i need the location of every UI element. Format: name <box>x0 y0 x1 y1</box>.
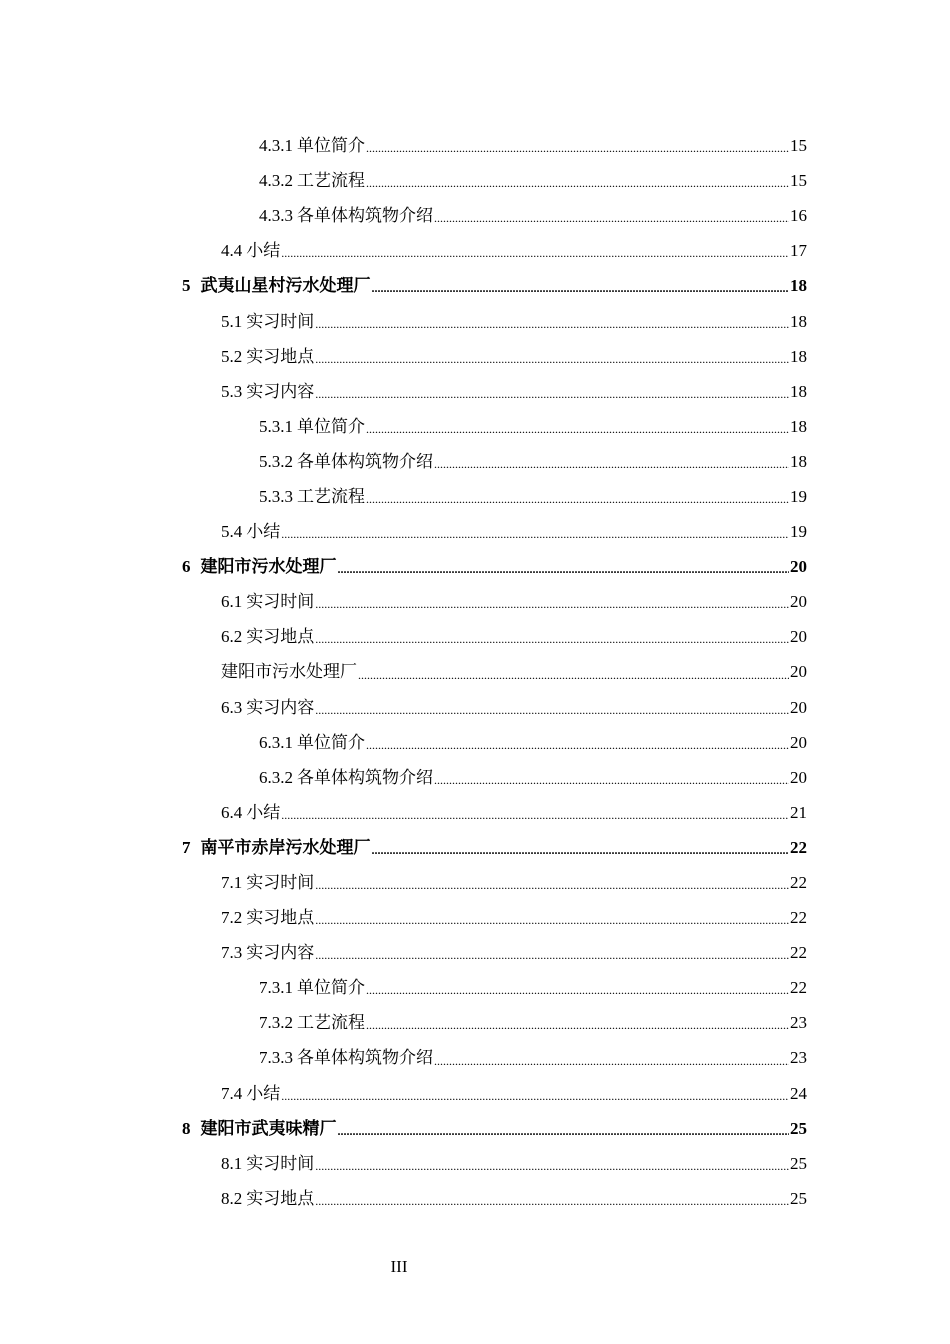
toc-entry-label: 实习地点 <box>246 346 315 366</box>
dot-leader <box>281 528 789 549</box>
toc-entry-page: 20 <box>790 767 807 787</box>
toc-entry-title <box>221 909 314 926</box>
toc-entry[interactable] <box>0 725 950 760</box>
toc-entry-label: 建阳市污水处理厂 <box>221 662 357 682</box>
toc-entry-number: 6.3.1 <box>259 732 293 752</box>
toc-entry-title <box>182 1120 337 1137</box>
toc-entry-title <box>221 313 314 330</box>
toc-entry-page: 19 <box>790 486 807 506</box>
toc-entry-title <box>221 804 280 821</box>
toc-entry-page: 18 <box>790 311 807 331</box>
dot-leader <box>338 1125 790 1146</box>
toc-entry[interactable] <box>0 795 950 830</box>
toc-entry-number: 8.1 <box>221 1153 243 1173</box>
toc-entry-number: 6 <box>182 557 191 577</box>
dot-leader <box>315 949 789 970</box>
toc-entry-title <box>221 593 314 610</box>
toc-entry[interactable] <box>0 619 950 654</box>
toc-entry-number: 5.2 <box>221 346 243 366</box>
toc-entry-number: 5.1 <box>221 311 243 331</box>
dot-leader <box>366 142 789 163</box>
toc-entry-page: 18 <box>790 276 807 296</box>
toc-entry-page: 16 <box>790 206 807 226</box>
toc-entry[interactable] <box>0 1040 950 1075</box>
toc-entry[interactable] <box>0 865 950 900</box>
toc-entry-page: 21 <box>790 802 807 822</box>
toc-entry-label: 工艺流程 <box>297 486 365 506</box>
toc-entry[interactable] <box>0 233 950 268</box>
dot-leader <box>366 739 789 760</box>
dot-leader <box>358 669 789 690</box>
toc-entry-page: 25 <box>790 1188 807 1208</box>
toc-entry-page: 20 <box>790 697 807 717</box>
toc-entry-label: 实习地点 <box>246 627 315 647</box>
toc-entry-label: 工艺流程 <box>297 171 365 191</box>
toc-entry[interactable] <box>0 1181 950 1216</box>
toc-entry-page: 22 <box>790 943 807 963</box>
toc-entry-page: 17 <box>790 241 807 261</box>
toc-entry-page: 20 <box>790 627 807 647</box>
toc-entry-page: 24 <box>790 1083 807 1103</box>
toc-entry-label: 实习时间 <box>246 592 315 612</box>
toc-entry[interactable] <box>0 163 950 198</box>
toc-entry-title <box>259 1049 433 1066</box>
dot-leader <box>366 493 789 514</box>
dot-leader <box>315 1195 789 1216</box>
toc-entry-number: 4.3.3 <box>259 206 293 226</box>
toc-entry-title <box>221 874 314 891</box>
toc-entry-title <box>259 137 365 154</box>
dot-leader <box>315 388 789 409</box>
toc-entry-number: 6.1 <box>221 592 243 612</box>
toc-entry-number: 5.3.2 <box>259 451 293 471</box>
toc-entry-title <box>259 734 365 751</box>
toc-entry-title <box>221 628 314 645</box>
toc-entry-number: 7.3 <box>221 943 243 963</box>
toc-entry-label: 建阳市武夷味精厂 <box>200 1118 337 1138</box>
toc-entry-label: 实习内容 <box>246 697 315 717</box>
toc-entry[interactable] <box>0 549 950 584</box>
toc-entry-number: 6.2 <box>221 627 243 647</box>
toc-entry[interactable] <box>0 339 950 374</box>
toc-entry-label: 武夷山星村污水处理厂 <box>200 276 371 296</box>
toc-entry-title <box>259 453 433 470</box>
toc-entry-title <box>221 699 314 716</box>
toc-entry-page: 22 <box>790 837 807 857</box>
toc-entry-page: 19 <box>790 522 807 542</box>
toc-entry[interactable] <box>0 514 950 549</box>
toc-entry-page: 18 <box>790 451 807 471</box>
toc-entry[interactable] <box>0 1111 950 1146</box>
toc-entry[interactable] <box>0 1076 950 1111</box>
toc-entry-label: 小结 <box>246 241 281 261</box>
dot-leader <box>315 704 789 725</box>
toc-entry-number: 7 <box>182 837 191 857</box>
dot-leader <box>281 809 789 830</box>
toc-entry-label: 各单体构筑物介绍 <box>297 1048 433 1068</box>
toc-entry-number: 7.3.1 <box>259 978 293 998</box>
toc-entry-number: 7.4 <box>221 1083 243 1103</box>
toc-entry-title <box>259 979 365 996</box>
toc-entry-title <box>221 1190 314 1207</box>
toc-entry-number: 5.3.1 <box>259 416 293 436</box>
dot-leader <box>372 844 790 865</box>
toc-entry-page: 20 <box>790 732 807 752</box>
dot-leader <box>366 1019 789 1040</box>
toc-entry-title <box>259 1014 365 1031</box>
toc-entry-label: 各单体构筑物介绍 <box>297 451 433 471</box>
toc-entry[interactable] <box>0 1146 950 1181</box>
toc-entry-label: 实习内容 <box>246 381 315 401</box>
dot-leader <box>315 914 789 935</box>
toc-entry-page: 15 <box>790 136 807 156</box>
toc-entry-number: 7.3.2 <box>259 1013 293 1033</box>
toc-entry-title <box>259 207 433 224</box>
toc-entry-title <box>259 488 365 505</box>
toc-entry-label: 单位简介 <box>297 732 365 752</box>
toc-entry-page: 25 <box>790 1153 807 1173</box>
toc-entry-page: 22 <box>790 908 807 928</box>
toc-entry-label: 工艺流程 <box>297 1013 365 1033</box>
toc-entry-number: 5.3.3 <box>259 486 293 506</box>
toc-entry-title <box>259 172 365 189</box>
dot-leader <box>434 212 789 233</box>
toc-entry-number: 8.2 <box>221 1188 243 1208</box>
toc-entry-title <box>221 663 357 680</box>
toc-entry-label: 小结 <box>246 802 281 822</box>
dot-leader <box>366 423 789 444</box>
toc-entry[interactable] <box>0 830 950 865</box>
toc-entry-page: 18 <box>790 346 807 366</box>
toc-entry-label: 南平市赤岸污水处理厂 <box>200 837 371 857</box>
dot-leader <box>366 984 789 1005</box>
toc-entry-label: 小结 <box>246 522 281 542</box>
toc-entry-page: 20 <box>790 557 807 577</box>
toc-entry-title <box>221 1155 314 1172</box>
toc-entry-number: 4.4 <box>221 241 243 261</box>
toc-entry-title <box>221 383 314 400</box>
toc-entry-title <box>221 242 280 259</box>
dot-leader <box>315 633 789 654</box>
toc-entry-number: 4.3.1 <box>259 136 293 156</box>
toc-entry-number: 5.3 <box>221 381 243 401</box>
toc-entry-page: 22 <box>790 873 807 893</box>
toc-entry[interactable] <box>0 409 950 444</box>
toc-entry-page: 18 <box>790 416 807 436</box>
toc-entry-number: 6.4 <box>221 802 243 822</box>
toc-entry[interactable] <box>0 1005 950 1040</box>
toc-entry-number: 7.2 <box>221 908 243 928</box>
toc-entry[interactable] <box>0 303 950 338</box>
toc-entry-number: 5 <box>182 276 191 296</box>
toc-entry[interactable] <box>0 654 950 689</box>
toc-entry-page: 23 <box>790 1013 807 1033</box>
toc-entry-title <box>221 944 314 961</box>
toc-entry-page: 25 <box>790 1118 807 1138</box>
toc-entry[interactable] <box>0 935 950 970</box>
toc-entry-label: 实习时间 <box>246 1153 315 1173</box>
toc-entry-label: 各单体构筑物介绍 <box>297 206 433 226</box>
toc-entry-title <box>182 277 371 294</box>
toc-entry-page: 15 <box>790 171 807 191</box>
toc-entry[interactable] <box>0 268 950 303</box>
dot-leader <box>281 247 789 268</box>
toc-entry-label: 实习地点 <box>246 1188 315 1208</box>
toc-entry-title <box>221 523 280 540</box>
toc-entry[interactable] <box>0 760 950 795</box>
toc-entry-number: 7.1 <box>221 873 243 893</box>
toc-entry[interactable] <box>0 479 950 514</box>
toc-entry-label: 实习时间 <box>246 873 315 893</box>
dot-leader <box>315 598 789 619</box>
dot-leader <box>281 1090 789 1111</box>
toc-entry-label: 单位简介 <box>297 978 365 998</box>
toc-entry-page: 20 <box>790 662 807 682</box>
toc-entry-number: 6.3 <box>221 697 243 717</box>
toc-entry[interactable] <box>0 690 950 725</box>
dot-leader <box>315 879 789 900</box>
toc-entry[interactable] <box>0 970 950 1005</box>
toc-entry-label: 实习地点 <box>246 908 315 928</box>
table-of-contents <box>0 128 950 1216</box>
toc-entry-page: 18 <box>790 381 807 401</box>
toc-entry-page: 23 <box>790 1048 807 1068</box>
dot-leader <box>315 353 789 374</box>
toc-entry-number: 8 <box>182 1118 191 1138</box>
dot-leader <box>434 1055 789 1076</box>
toc-entry-label: 单位简介 <box>297 416 365 436</box>
toc-entry[interactable] <box>0 444 950 479</box>
toc-entry[interactable] <box>0 584 950 619</box>
toc-entry-label: 各单体构筑物介绍 <box>297 767 433 787</box>
toc-entry-label: 实习内容 <box>246 943 315 963</box>
toc-entry-title <box>182 839 371 856</box>
toc-entry-number: 7.3.3 <box>259 1048 293 1068</box>
page-number-footer: III <box>390 1257 408 1276</box>
toc-entry[interactable] <box>0 198 950 233</box>
toc-entry-number: 5.4 <box>221 522 243 542</box>
toc-entry[interactable] <box>0 374 950 409</box>
toc-entry-title <box>182 558 337 575</box>
toc-entry-title <box>221 1085 280 1102</box>
dot-leader <box>315 1160 789 1181</box>
dot-leader <box>372 282 790 303</box>
toc-entry[interactable] <box>0 128 950 163</box>
toc-entry[interactable] <box>0 900 950 935</box>
toc-entry-number: 6.3.2 <box>259 767 293 787</box>
toc-entry-number: 4.3.2 <box>259 171 293 191</box>
toc-entry-page: 22 <box>790 978 807 998</box>
toc-entry-label: 实习时间 <box>246 311 315 331</box>
toc-entry-title <box>259 418 365 435</box>
toc-entry-label: 单位简介 <box>297 136 365 156</box>
toc-entry-label: 建阳市污水处理厂 <box>200 557 337 577</box>
toc-entry-page: 20 <box>790 592 807 612</box>
toc-entry-label: 小结 <box>246 1083 281 1103</box>
dot-leader <box>434 774 789 795</box>
dot-leader <box>315 318 789 339</box>
dot-leader <box>366 177 789 198</box>
dot-leader <box>338 563 790 584</box>
toc-entry-title <box>221 348 314 365</box>
toc-entry-title <box>259 769 433 786</box>
dot-leader <box>434 458 789 479</box>
